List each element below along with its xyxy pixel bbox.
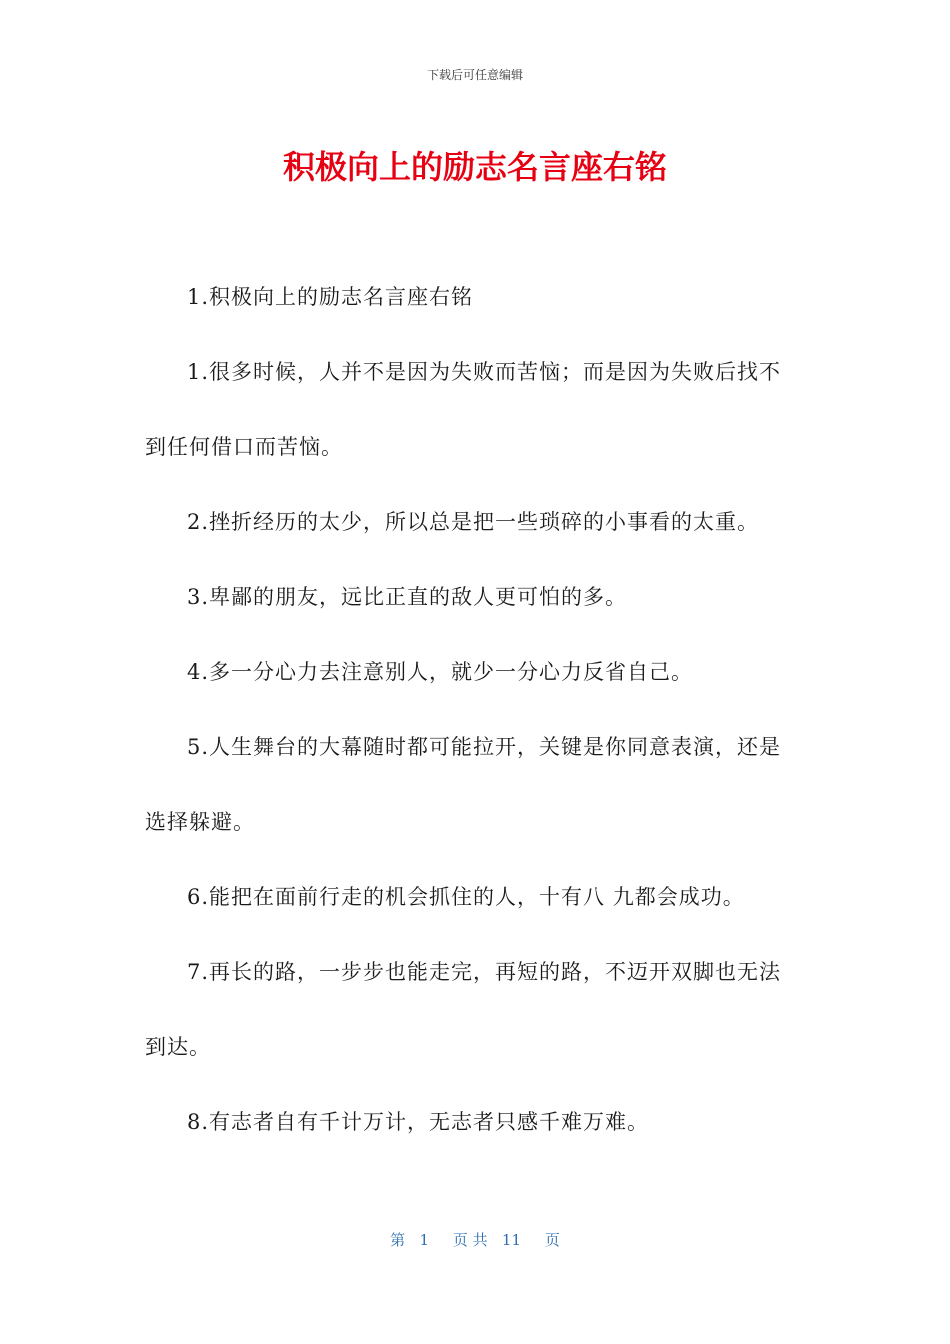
footer-total-pages: 11 — [501, 1231, 522, 1249]
footer-page-number: 1 — [419, 1231, 429, 1249]
header-note: 下载后可任意编辑 — [426, 68, 523, 82]
paragraph-quote-5: 5.人生舞台的大幕随时都可能拉开，关键是你同意表演，还是选择躲避。 — [145, 735, 782, 834]
footer-prefix: 第 — [390, 1231, 406, 1249]
paragraph-quote-8: 8.有志者自有千计万计，无志者只感千难万难。 — [187, 1110, 650, 1134]
paragraph-quote-3: 3.卑鄙的朋友，远比正直的敌人更可怕的多。 — [187, 585, 628, 609]
paragraph-quote-2: 2.挫折经历的太少，所以总是把一些琐碎的小事看的太重。 — [187, 510, 760, 534]
paragraph-quote-1: 1.很多时候，人并不是因为失败而苦恼；而是因为失败后找不到任何借口而苦恼。 — [145, 360, 782, 459]
document-title: 积极向上的励志名言座右铭 — [282, 148, 667, 186]
paragraph-heading: 1.积极向上的励志名言座右铭 — [187, 285, 474, 309]
page-footer — [0, 1229, 950, 1250]
paragraph-quote-4: 4.多一分心力去注意别人，就少一分心力反省自己。 — [187, 660, 694, 684]
footer-suffix: 页 — [544, 1231, 560, 1249]
footer-middle: 页 共 — [452, 1231, 488, 1249]
paragraph-quote-7: 7.再长的路，一步步也能走完，再短的路，不迈开双脚也无法到达。 — [145, 960, 782, 1059]
paragraph-quote-6: 6.能把在面前行走的机会抓住的人，十有八 九都会成功。 — [187, 885, 745, 909]
document-body — [145, 260, 795, 1160]
